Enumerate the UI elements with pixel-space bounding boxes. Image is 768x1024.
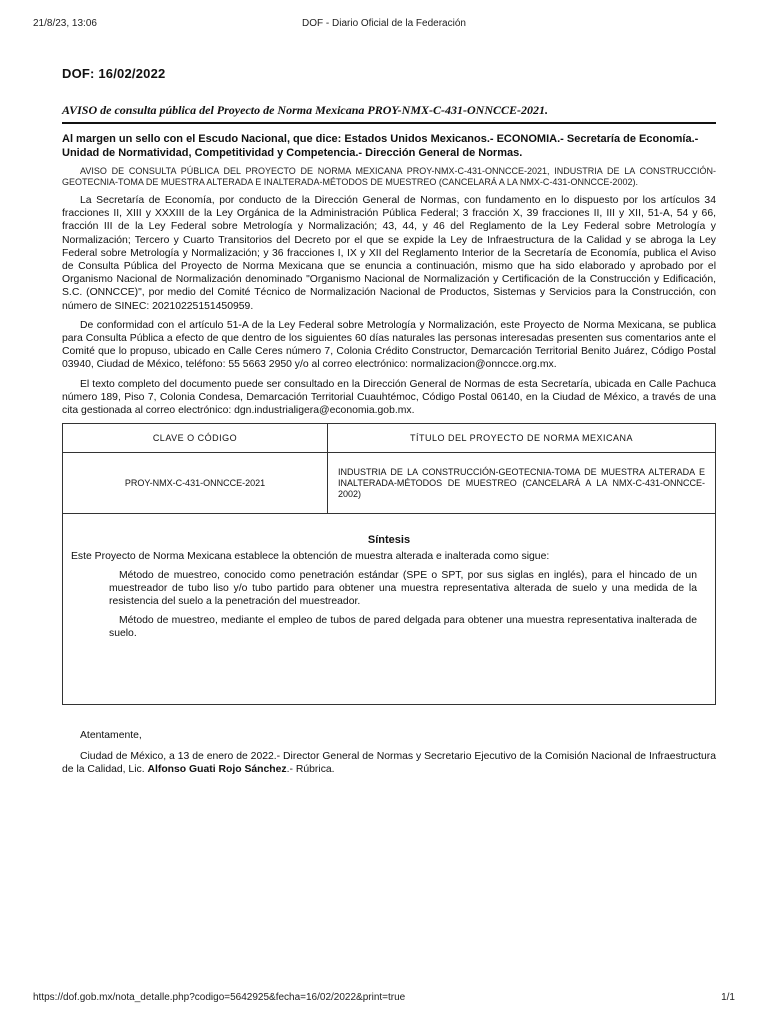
margin-note: Al margen un sello con el Escudo Nacional, que dice: Estados Unidos Mexicanos.- ECONOMIA.- Secretaría de Economía.- Unidad de Normatividad, Competitividad y Competencia.- Dirección General de Normas.: [62, 133, 699, 159]
print-header: [33, 18, 735, 32]
table-synthesis-row: [63, 514, 716, 705]
table-header-row: [63, 424, 716, 453]
page-number: 1/1: [721, 992, 735, 1003]
paragraph-full-text: El texto completo del documento puede ser consultado en la Dirección General de Normas de esta Secretaría, ubicada en Calle Pachuca número 189, Piso 7, Colonia Condesa, Demarcación Territorial Cuauhtémoc, Código Postal 06140, en la Ciudad de México, a través de una cita gestionada al correo electrónico: dgn.industrialigera@economia.gob.mx.: [62, 378, 716, 417]
signature-suffix: .- Rúbrica.: [286, 764, 335, 776]
synthesis-heading: Síntesis: [367, 534, 411, 547]
dof-date: DOF: 16/02/2022: [62, 66, 166, 81]
signature-prefix: Ciudad de México, a 13 de enero de 2022.- Director General de Normas y Secretario Ejecutivo de la Comisión Nacional de Infraestructura de la Calidad, Lic.: [62, 751, 716, 776]
synthesis-cell: [63, 514, 716, 705]
document-body: [62, 66, 716, 777]
print-page-title: DOF - Diario Oficial de la Federación: [302, 18, 466, 29]
print-url: https://dof.gob.mx/nota_detalle.php?codigo=5642925&fecha=16/02/2022&print=true: [33, 992, 406, 1003]
norm-table: [62, 423, 716, 705]
paragraph-consultation: De conformidad con el artículo 51-A de la Ley Federal sobre Metrología y Normalización, este Proyecto de Norma Mexicana, se publica para Consulta Pública a efecto de que dentro de los siguientes 60 días naturales las personas interesadas presenten sus comentarios ante el Comité que lo propuso, ubicado en Calle Ceres número 7, Colonia Crédito Constructor, Demarcación Territorial Benito Juárez, Código Postal 03940, Ciudad de México, teléfono: 55 5663 2950 y/o al correo electrónico: normalizacion@onncce.org.mx.: [62, 319, 716, 371]
paragraph-legal-basis: La Secretaría de Economía, por conducto de la Dirección General de Normas, con fundamento en lo dispuesto por los artículos 34 fracciones II, XIII y XXXIII de la Ley Orgánica de la Administración Pública Federal; 3 fracción X, 39 fracciones II, III y XII, 51-A, 54 y 66, fracción III de la Ley Federal sobre Metrología y Normalización; 43, 44, y 46 del Reglamento de la Ley Federal sobre Metrología y Normalización; Tercero y Cuarto Transitorios del Decreto por el que se expide la Ley de Infraestructura de la Calidad y se abroga la Ley Federal sobre Metrología y Normalización; y 36 fracciones I, IX y XII del Reglamento Interior de la Secretaría de Economía, publica el Aviso de Consulta Pública del Proyecto de Norma Mexicana que se enuncia a continuación, mismo que ha sido elaborado y aprobado por el Organismo Nacional de Normalización denominado "Organismo Nacional de Normalización y Certificación de la Construcción y Edificación, S.C. (ONNCCE)", por medio del Comité Técnico de Normalización Nacional de Productos, Sistemas y Servicios para la Construcción, con número de SINEC: 20210225151450959.: [62, 195, 716, 312]
print-datetime: 21/8/23, 13:06: [33, 18, 97, 29]
synthesis-intro: Este Proyecto de Norma Mexicana establece la obtención de muestra alterada e inalterada como sigue:: [71, 551, 550, 563]
closing: Atentamente,: [80, 730, 142, 742]
signature-block: [62, 750, 716, 776]
table-cell-title: INDUSTRIA DE LA CONSTRUCCIÓN-GEOTECNIA-TOMA DE MUESTRA ALTERADA E INALTERADA-MÉTODOS DE MUESTREO (CANCELARÁ A LA NMX-C-431-ONNCCE-2002): [328, 453, 716, 514]
signatory-name: Alfonso Guati Rojo Sánchez: [147, 764, 287, 776]
synthesis-item: Método de muestreo, conocido como penetración estándar (SPE o SPT, por sus siglas en inglés), para el hincado de un muestreador de tubo liso y/o tubo partido para obtener una muestra representativa alterada de suelo y una medida de la resistencia del suelo a la penetración del muestreador.: [109, 570, 697, 608]
table-header-title: TÍTULO DEL PROYECTO DE NORMA MEXICANA: [328, 424, 716, 453]
aviso-caps-heading: AVISO DE CONSULTA PÚBLICA DEL PROYECTO DE NORMA MEXICANA PROY-NMX-C-431-ONNCCE-2021, INDUSTRIA DE LA CONSTRUCCIÓN-GEOTECNIA-TOMA DE MUESTRA ALTERADA E INALTERADA-MÉTODOS DE MUESTREO (CANCELARÁ A LA NMX-C-431-ONNCCE-2002).: [62, 166, 716, 187]
synthesis-item: Método de muestreo, mediante el empleo de tubos de pared delgada para obtener una muestra representativa inalterada de suelo.: [109, 615, 697, 640]
table-row: [63, 453, 716, 514]
table-cell-code: PROY-NMX-C-431-ONNCCE-2021: [63, 453, 328, 514]
table-header-code: CLAVE O CÓDIGO: [63, 424, 328, 453]
aviso-title: AVISO de consulta pública del Proyecto de Norma Mexicana PROY-NMX-C-431-ONNCCE-2021.: [62, 103, 716, 124]
print-footer: [33, 992, 735, 1006]
